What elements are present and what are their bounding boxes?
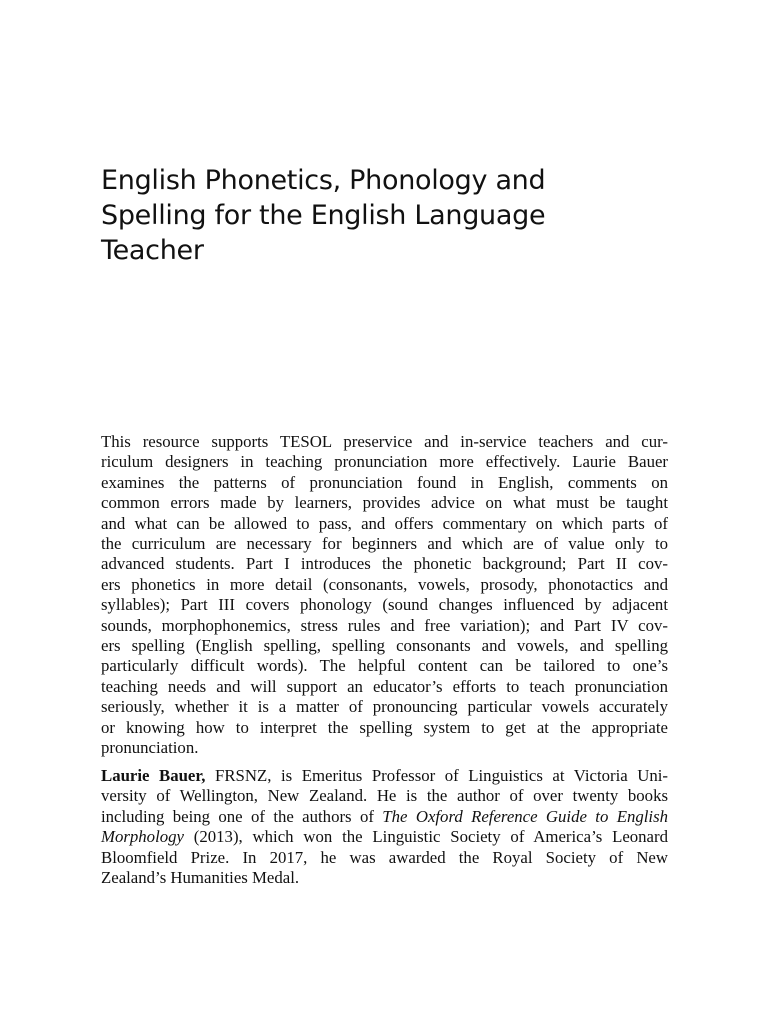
description-line: ers spelling (English spelling, spelling consonants and vowels, and spelling [101, 636, 668, 656]
description-line: particularly difficult words). The helpful content can be tailored to one’s [101, 656, 668, 676]
description-line: advanced students. Part I introduces the phonetic background; Part II cov- [101, 554, 668, 574]
bio-line [101, 827, 668, 847]
description-line: ers phonetics in more detail (consonants, vowels, prosody, phonotactics and [101, 574, 668, 594]
bio-text: FRSNZ, is Emeritus Professor of Linguistics at Victoria Uni- [205, 766, 669, 785]
description-line: examines the patterns of pronunciation found in English, comments on [101, 472, 668, 492]
bio-text: (2013), which won the Linguistic Society of America’s Leonard [183, 827, 668, 847]
author-name: Laurie Bauer, [101, 766, 206, 785]
description-line: the curriculum are necessary for beginners and which are of value only to [101, 534, 668, 554]
description-line: sounds, morphophonemics, stress rules and free variation); and Part IV cov- [101, 615, 668, 635]
author-bio [101, 766, 668, 888]
book-title-line: Teacher [101, 235, 204, 266]
description-line: pronunciation. [101, 738, 199, 758]
bio-line [101, 807, 668, 827]
description-line: and what can be allowed to pass, and offers commentary on which parts of [101, 513, 668, 533]
book-reference-title: Morphology [101, 827, 184, 847]
book-description [101, 432, 668, 759]
bio-line: versity of Wellington, New Zealand. He is the author of over twenty books [101, 786, 668, 806]
description-line: or knowing how to interpret the spelling system to get at the appropriate [101, 717, 668, 737]
book-title [101, 163, 661, 268]
bio-line [101, 766, 668, 786]
description-line: common errors made by learners, provides advice on what must be taught [101, 493, 668, 513]
description-line: teaching needs and will support an educator’s efforts to teach pronunciation [101, 676, 668, 696]
description-line: syllables); Part III covers phonology (sound changes influenced by adjacent [101, 595, 668, 615]
book-title-line: English Phonetics, Phonology and [101, 165, 546, 196]
description-line: This resource supports TESOL preservice and in-service teachers and cur- [101, 432, 668, 451]
description-line: seriously, whether it is a matter of pronouncing particular vowels accurately [101, 697, 668, 717]
description-line: riculum designers in teaching pronunciation more effectively. Laurie Bauer [101, 452, 668, 472]
bio-line: Bloomfield Prize. In 2017, he was awarded the Royal Society of New [101, 847, 668, 867]
bio-line: Zealand’s Humanities Medal. [101, 868, 300, 888]
bio-text: including being one of the authors of [101, 806, 383, 826]
book-reference-title: The Oxford Reference Guide to English [382, 806, 668, 826]
book-title-line: Spelling for the English Language [101, 200, 546, 231]
